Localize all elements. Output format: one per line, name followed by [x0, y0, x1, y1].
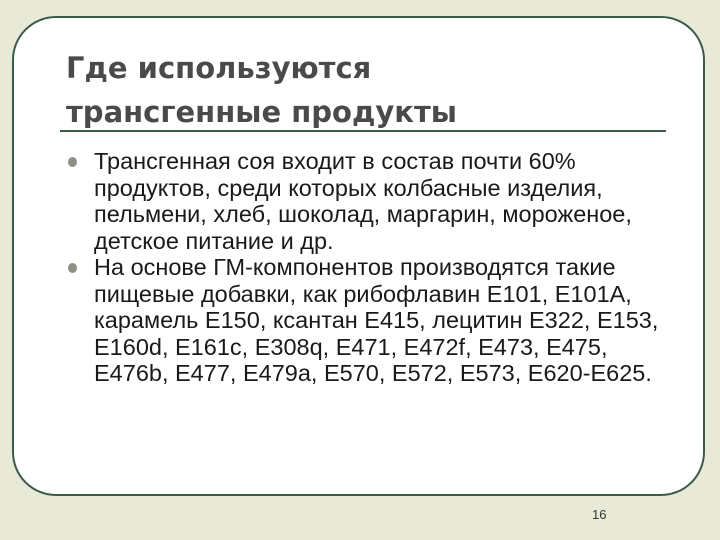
bullet-list [64, 148, 674, 387]
bullet-text: На основе ГМ-компонентов производятся такие пищевые добавки, как рибофлавин Е101, Е101А, карамель Е150, ксантан Е415, лецитин Е322, Е153, Е160d, Е161c, Е308q, Е471, Е472f, Е473, Е475, Е476b, Е477, Е479a, Е570, Е572, Е573, Е620-Е625. [94, 254, 659, 386]
page-number: 16 [592, 507, 607, 522]
slide-title [66, 46, 626, 134]
bullet-dot-icon [68, 157, 77, 167]
title-divider [60, 130, 666, 132]
title-line-2: трансгенные продукты [66, 95, 458, 129]
bullet-text: Трансгенная соя входит в состав почти 60% продуктов, среди которых колбасные изделия, пельмени, хлеб, шоколад, маргарин, мороженое, детское питание и др. [94, 148, 632, 254]
title-line-1: Где используются [66, 51, 372, 85]
bullet-item [64, 254, 674, 387]
bullet-dot-icon [68, 263, 77, 273]
bullet-item [64, 148, 674, 254]
